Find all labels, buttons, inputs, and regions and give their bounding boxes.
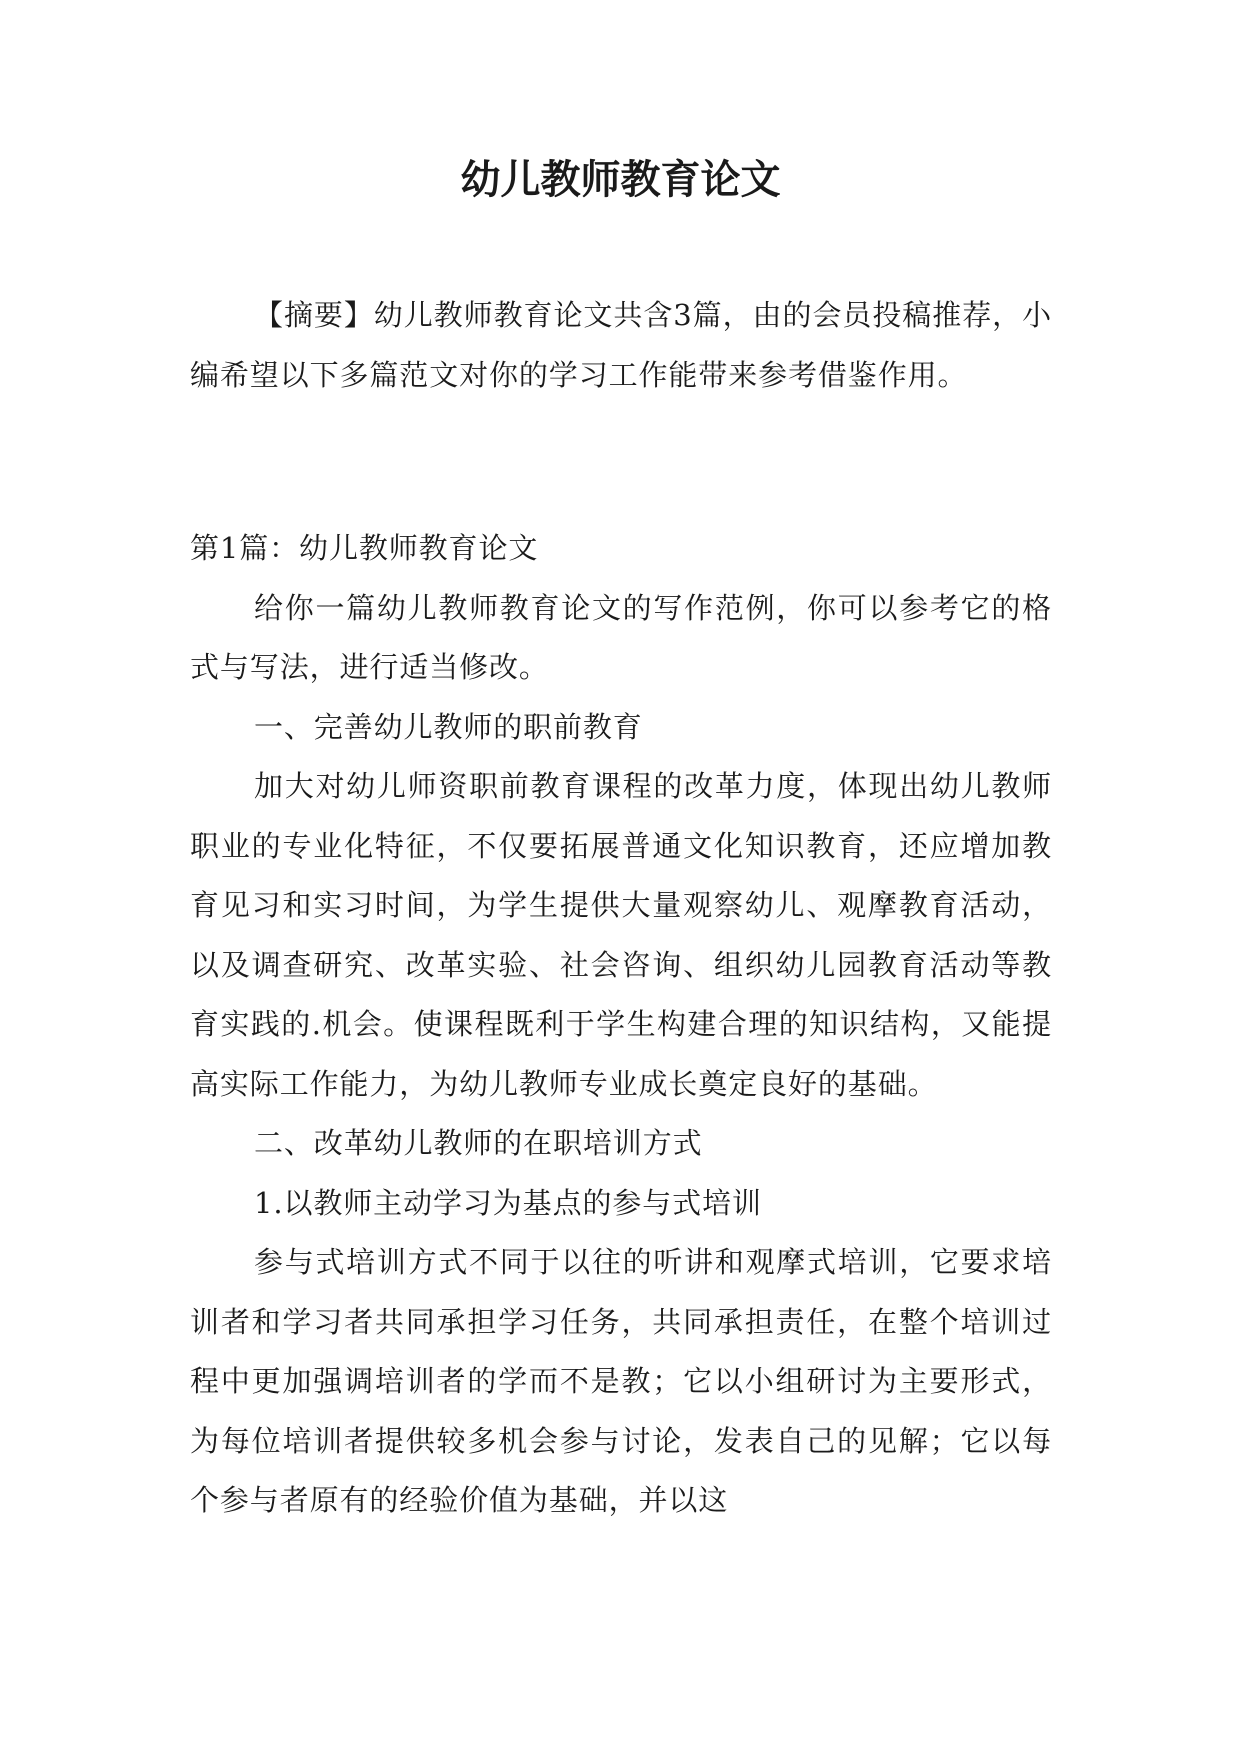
document-title: 幼儿教师教育论文 bbox=[460, 156, 781, 203]
abstract-paragraph: 【摘要】幼儿教师教育论文共含3篇，由的会员投稿推荐，小编希望以下多篇范文对你的学习工作能带来参考借鉴作用。 bbox=[190, 298, 1052, 392]
section-heading: 第1篇：幼儿教师教育论文 bbox=[190, 531, 539, 565]
article-body bbox=[190, 519, 1052, 1531]
subheading-2-1: 1.以教师主动学习为基点的参与式培训 bbox=[254, 1185, 762, 1220]
subheading-2: 二、改革幼儿教师的在职培训方式 bbox=[254, 1126, 703, 1160]
subheading-1: 一、完善幼儿教师的职前教育 bbox=[254, 709, 643, 744]
paragraph-2: 参与式培训方式不同于以往的听讲和观摩式培训，它要求培训者和学习者共同承担学习任务，共同承担责任，在整个培训过程中更加强调培训者的学而不是教；它以小组研讨为主要形式，为每位培训者提供较多机会参与讨论，发表自己的见解；它以每个参与者原有的经验价值为基础，并以这 bbox=[190, 1245, 1052, 1517]
paragraph-1: 加大对幼儿师资职前教育课程的改革力度，体现出幼儿教师职业的专业化特征，不仅要拓展普通文化知识教育，还应增加教育见习和实习时间，为学生提供大量观察幼儿、观摩教育活动，以及调查研究、改革实验、社会咨询、组织幼儿园教育活动等教育实践的.机会。使课程既利于学生构建合理的知识结构，又能提高实际工作能力，为幼儿教师专业成长奠定良好的基础。 bbox=[190, 769, 1052, 1101]
paragraph-intro: 给你一篇幼儿教师教育论文的写作范例，你可以参考它的格式与写法，进行适当修改。 bbox=[190, 590, 1052, 684]
